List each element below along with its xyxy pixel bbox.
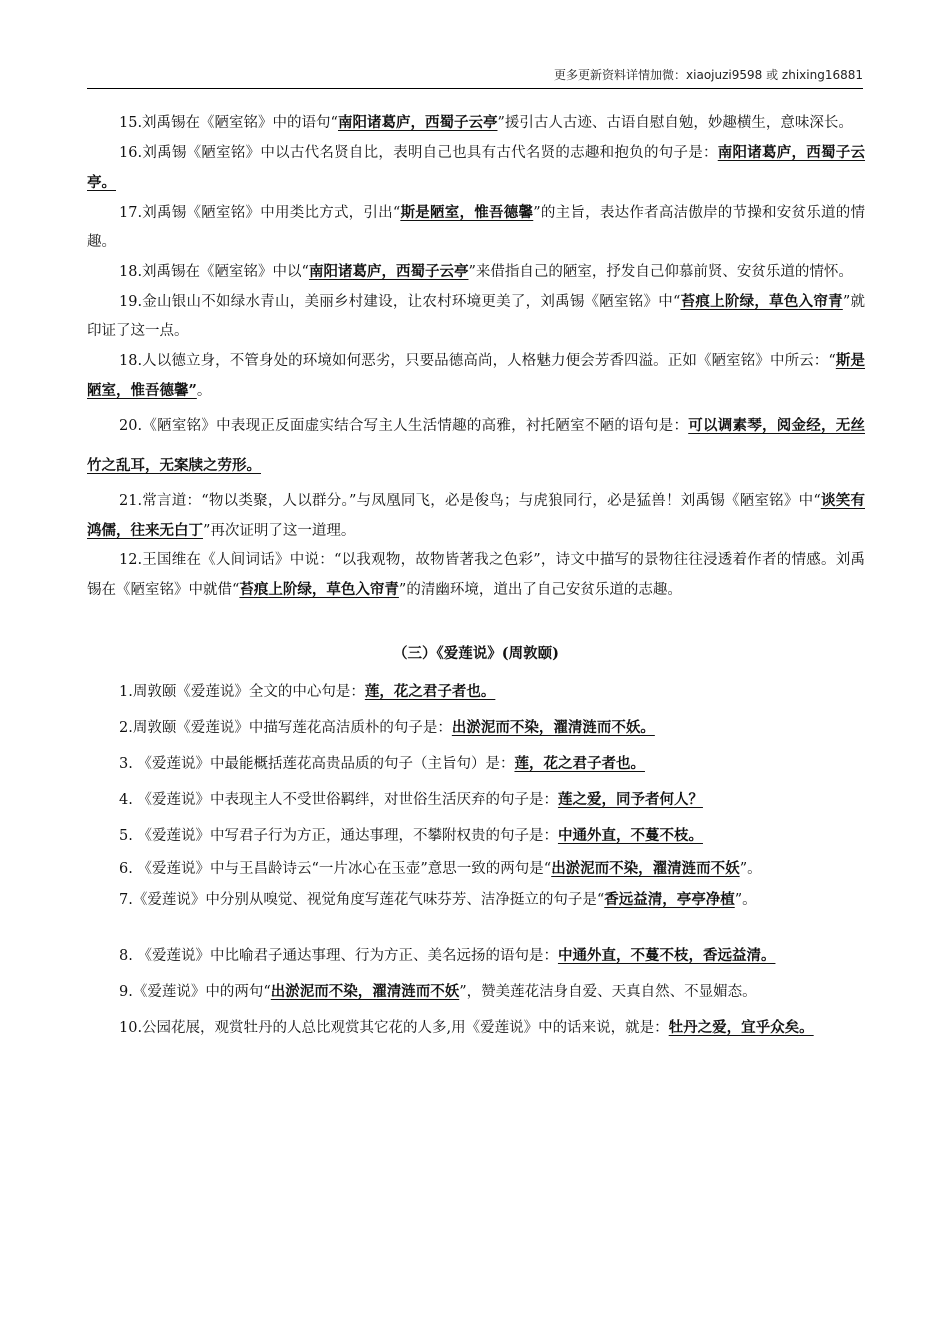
question-item: 17.刘禹锡《陋室铭》中用类比方式，引出“斯是陋室，惟吾德馨”的主旨，表达作者高洁傲岸的节操和安贫乐道的情趣。 xyxy=(87,204,865,250)
question-item: 20.《陋室铭》中表现正反面虚实结合写主人生活情趣的高雅，衬托陋室不陋的语句是：可以调素琴，阅金经，无丝竹之乱耳，无案牍之劳形。 xyxy=(87,417,865,474)
question-item: 5. 《爱莲说》中写君子行为方正，通达事理，不攀附权贵的句子是：中通外直，不蔓不枝。 xyxy=(119,827,703,844)
answer: 斯是陋室，惟吾德馨 xyxy=(400,204,534,221)
answer: 香远益清，亭亭净植 xyxy=(604,891,735,908)
answer: 出淤泥而不染，濯清涟而不妖。 xyxy=(451,719,655,736)
spacer xyxy=(87,605,865,639)
question-item: 10.公园花展，观赏牡丹的人总比观赏其它花的人多,用《爱莲说》中的话来说，就是：牡丹之爱，宜乎众矣。 xyxy=(119,1019,814,1036)
question-item: 18.刘禹锡在《陋室铭》中以“南阳诸葛庐，西蜀子云亭”来借指自己的陋室，抒发自己仰慕前贤、安贫乐道的情怀。 xyxy=(119,263,853,280)
answer: 莲，花之君子者也。 xyxy=(364,683,496,700)
question-item: 12.王国维在《人间词话》中说：“以我观物，故物皆著我之色彩”，诗文中描写的景物往往浸透着作者的情感。刘禹锡在《陋室铭》中就借“苔痕上阶绿，草色入帘青”的清幽环境，道出了自己安贫乐道的志趣。 xyxy=(87,552,865,598)
question-item: 6. 《爱莲说》中与王昌龄诗云“一片冰心在玉壶”意思一致的两句是“出淤泥而不染，濯清涟而不妖”。 xyxy=(119,860,762,877)
answer: 南阳诸葛庐，西蜀子云亭。 xyxy=(87,144,866,191)
answer: 出淤泥而不染，濯清涟而不妖 xyxy=(551,860,740,877)
question-item: 19.金山银山不如绿水青山，美丽乡村建设，让农村环境更美了，刘禹锡《陋室铭》中“苔痕上阶绿，草色入帘青”就印证了这一点。 xyxy=(87,293,865,339)
answer: 斯是陋室，惟吾德馨” xyxy=(87,352,866,399)
answer: 南阳诸葛庐，西蜀子云亭 xyxy=(337,114,498,131)
answer: 南阳诸葛庐，西蜀子云亭 xyxy=(308,263,469,280)
spacer xyxy=(87,916,865,938)
question-item: 15.刘禹锡在《陋室铭》中的语句“南阳诸葛庐，西蜀子云亭”援引古人古迹、古语自慰自勉，妙趣横生，意味深长。 xyxy=(119,114,853,131)
question-item: 21.常言道：“物以类聚，人以群分。”与凤凰同飞，必是俊鸟；与虎狼同行，必是猛兽！刘禹锡《陋室铭》中“谈笑有鸿儒，往来无白丁”再次证明了这一道理。 xyxy=(87,492,865,539)
question-item: 8. 《爱莲说》中比喻君子通达事理、行为方正、美名远扬的语句是：中通外直，不蔓不枝，香远益清。 xyxy=(119,947,776,964)
answer: 可以调素琴，阅金经，无丝竹之乱耳，无案牍之劳形。 xyxy=(87,417,865,474)
question-item: 16.刘禹锡《陋室铭》中以古代名贤自比，表明自己也具有古代名贤的志趣和抱负的句子是：南阳诸葛庐，西蜀子云亭。 xyxy=(87,144,866,191)
question-item: 1.周敦颐《爱莲说》全文的中心句是：莲，花之君子者也。 xyxy=(119,683,496,700)
question-item: 2.周敦颐《爱莲说》中描写莲花高洁质朴的句子是：出淤泥而不染，濯清涟而不妖。 xyxy=(119,719,655,736)
answer: 中通外直，不蔓不枝。 xyxy=(557,827,703,844)
answer: 苔痕上阶绿，草色入帘青 xyxy=(239,581,399,598)
question-item: 4. 《爱莲说》中表现主人不受世俗羁绊，对世俗生活厌弃的句子是：莲之爱，同予者何人？ xyxy=(119,791,703,808)
question-item: 7.《爱莲说》中分别从嗅觉、视觉角度写莲花气味芬芳、洁净挺立的句子是“香远益清，亭亭净植”。 xyxy=(119,891,757,908)
header-note: 更多更新资料详情加微：xiaojuzi9598 或 zhixing16881 xyxy=(554,68,863,82)
question-item: 9.《爱莲说》中的两句“出淤泥而不染，濯清涟而不妖”，赞美莲花洁身自爱、天真自然、不显媚态。 xyxy=(119,983,757,1000)
answer: 牡丹之爱，宜乎众矣。 xyxy=(668,1019,814,1036)
answer: 莲，花之君子者也。 xyxy=(514,755,645,772)
answer: 苔痕上阶绿，草色入帘青 xyxy=(680,293,843,310)
answer: 谈笑有鸿儒，往来无白丁 xyxy=(87,492,865,539)
section-title: （三）《爱莲说》(周敦颐) xyxy=(393,645,559,662)
header-rule xyxy=(87,88,863,89)
question-item: 18.人以德立身，不管身处的环境如何恶劣，只要品德高尚，人格魅力便会芳香四溢。正如《陋室铭》中所云：“斯是陋室，惟吾德馨”。 xyxy=(87,352,866,399)
content xyxy=(87,108,865,1046)
answer: 莲之爱，同予者何人？ xyxy=(557,791,703,808)
answer: 中通外直，不蔓不枝，香远益清。 xyxy=(557,947,776,964)
answer: 出淤泥而不染，濯清涟而不妖 xyxy=(270,983,460,1000)
question-item: 3. 《爱莲说》中最能概括莲花高贵品质的句子（主旨句）是：莲，花之君子者也。 xyxy=(119,755,645,772)
